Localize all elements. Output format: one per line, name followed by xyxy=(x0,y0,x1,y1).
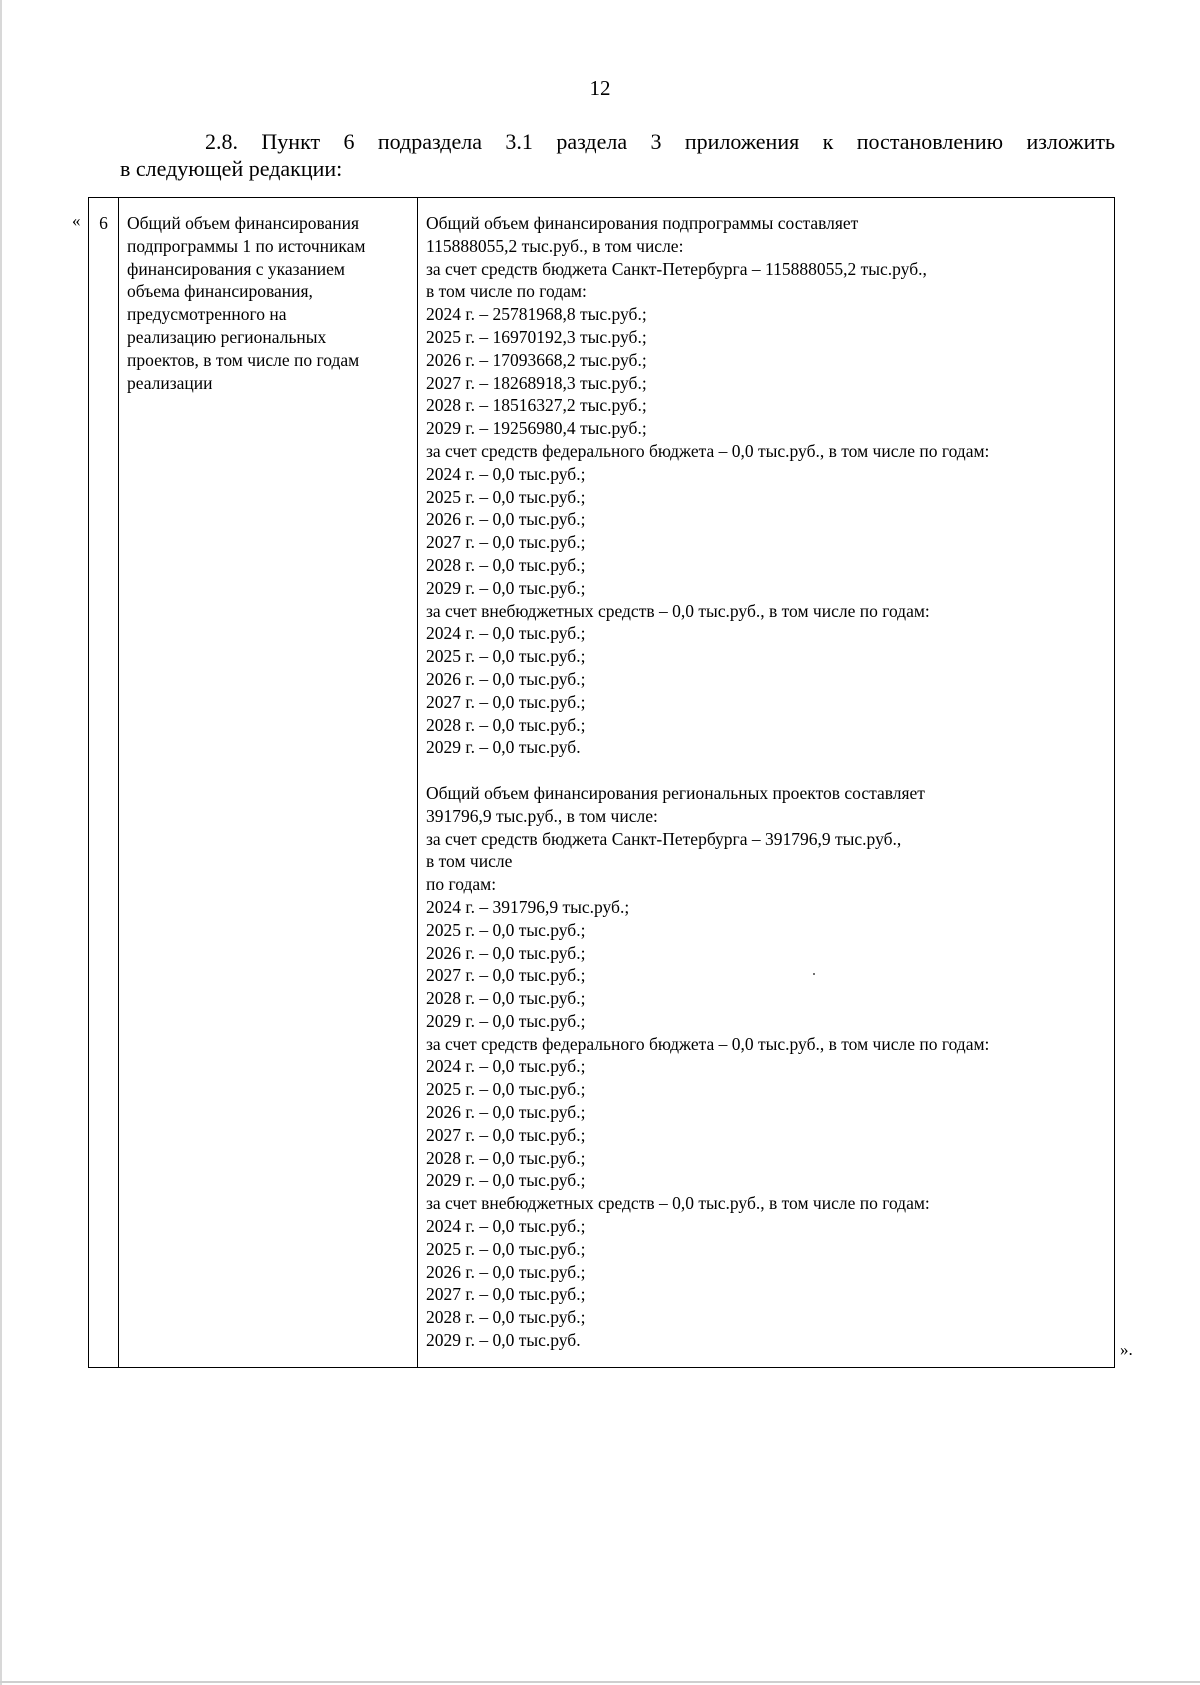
financing-line: за счет средств бюджета Санкт-Петербурга – 115888055,2 тыс.руб., xyxy=(426,258,927,279)
description-line: предусмотренного на xyxy=(127,304,287,325)
financing-line: 2026 г. – 17093668,2 тыс.руб.; xyxy=(426,349,647,370)
intro-paragraph xyxy=(120,128,1115,182)
description-line: реализации xyxy=(127,372,213,393)
financing-line: в том числе xyxy=(426,851,513,872)
financing-line: 2027 г. – 0,0 тыс.руб.; xyxy=(426,1284,586,1305)
regional-projects-financing-block xyxy=(426,782,1111,1352)
financing-line: 2025 г. – 0,0 тыс.руб.; xyxy=(426,486,586,507)
financing-line: за счет средств федерального бюджета – 0,0 тыс.руб., в том числе по годам: xyxy=(426,1033,990,1054)
description-line: подпрограммы 1 по источникам xyxy=(127,235,366,256)
subprogram-financing-block xyxy=(426,212,1111,759)
financing-line: 2027 г. – 0,0 тыс.руб.; xyxy=(426,965,586,986)
financing-line: 2025 г. – 0,0 тыс.руб.; xyxy=(426,646,586,667)
financing-line: 2029 г. – 0,0 тыс.руб.; xyxy=(426,1010,586,1031)
opening-quote: « xyxy=(72,211,81,230)
financing-line: 2026 г. – 0,0 тыс.руб.; xyxy=(426,1261,586,1282)
description-line: Общий объем финансирования xyxy=(127,213,360,233)
financing-line: 2029 г. – 0,0 тыс.руб.; xyxy=(426,1170,586,1191)
financing-line: 2028 г. – 0,0 тыс.руб.; xyxy=(426,1147,586,1168)
financing-line: 2029 г. – 19256980,4 тыс.руб.; xyxy=(426,418,647,439)
financing-line: 2024 г. – 0,0 тыс.руб.; xyxy=(426,623,586,644)
description-line: финансирования с указанием xyxy=(127,258,345,279)
financing-line: 2028 г. – 0,0 тыс.руб.; xyxy=(426,554,586,575)
financing-line: 2024 г. – 0,0 тыс.руб.; xyxy=(426,463,586,484)
description-line: объема финансирования, xyxy=(127,281,313,302)
row-description xyxy=(127,212,412,394)
financing-line: 2028 г. – 0,0 тыс.руб.; xyxy=(426,714,586,735)
amendment-table xyxy=(88,197,1115,1368)
financing-line: 2024 г. – 0,0 тыс.руб.; xyxy=(426,1216,586,1237)
scan-edge-left xyxy=(0,0,2,1685)
financing-line: за счет внебюджетных средств – 0,0 тыс.руб., в том числе по годам: xyxy=(426,600,930,621)
financing-line: 2024 г. – 25781968,8 тыс.руб.; xyxy=(426,304,647,325)
financing-line: 2025 г. – 0,0 тыс.руб.; xyxy=(426,1238,586,1259)
financing-line: 2024 г. – 0,0 тыс.руб.; xyxy=(426,1056,586,1077)
column-divider-1 xyxy=(118,198,119,1367)
financing-line: 2024 г. – 391796,9 тыс.руб.; xyxy=(426,896,630,917)
description-line: реализацию региональных xyxy=(127,326,327,347)
financing-line: Общий объем финансирования региональных проектов составляет xyxy=(426,782,925,803)
financing-line: 2026 г. – 0,0 тыс.руб.; xyxy=(426,1102,586,1123)
financing-line: 2025 г. – 0,0 тыс.руб.; xyxy=(426,1079,586,1100)
row-content xyxy=(426,212,1111,1352)
financing-line: 391796,9 тыс.руб., в том числе: xyxy=(426,805,658,826)
financing-line: 2028 г. – 0,0 тыс.руб.; xyxy=(426,1307,586,1328)
financing-line: 115888055,2 тыс.руб., в том числе: xyxy=(426,235,684,256)
financing-line: 2025 г. – 0,0 тыс.руб.; xyxy=(426,919,586,940)
financing-line: 2028 г. – 0,0 тыс.руб.; xyxy=(426,988,586,1009)
financing-line: 2027 г. – 0,0 тыс.руб.; xyxy=(426,691,586,712)
page-number: 12 xyxy=(589,76,611,100)
financing-line: 2029 г. – 0,0 тыс.руб. xyxy=(426,737,581,758)
financing-line: 2029 г. – 0,0 тыс.руб. xyxy=(426,1330,581,1351)
financing-line: Общий объем финансирования подпрограммы составляет xyxy=(426,213,859,233)
intro-line-1: 2.8. Пункт 6 подраздела 3.1 раздела 3 приложения к постановлению изложить xyxy=(205,129,1115,154)
financing-line: 2026 г. – 0,0 тыс.руб.; xyxy=(426,668,586,689)
financing-line: 2027 г. – 18268918,3 тыс.руб.; xyxy=(426,372,647,393)
financing-line: 2029 г. – 0,0 тыс.руб.; xyxy=(426,577,586,598)
row-number: 6 xyxy=(99,213,108,233)
financing-line: за счет средств бюджета Санкт-Петербурга – 391796,9 тыс.руб., xyxy=(426,828,902,849)
financing-line: 2027 г. – 0,0 тыс.руб.; xyxy=(426,1124,586,1145)
financing-line: в том числе по годам: xyxy=(426,281,587,302)
description-line: проектов, в том числе по годам xyxy=(127,349,360,370)
financing-line: 2027 г. – 0,0 тыс.руб.; xyxy=(426,532,586,553)
column-divider-2 xyxy=(417,198,418,1367)
block-spacer xyxy=(426,759,1111,782)
financing-line: по годам: xyxy=(426,874,497,895)
financing-line: за счет внебюджетных средств – 0,0 тыс.руб., в том числе по годам: xyxy=(426,1193,930,1214)
scan-edge-bottom xyxy=(0,1681,1200,1683)
intro-line-2: в следующей редакции: xyxy=(120,156,343,181)
financing-line: за счет средств федерального бюджета – 0,0 тыс.руб., в том числе по годам: xyxy=(426,440,990,461)
closing-quote: ». xyxy=(1120,1340,1133,1359)
financing-line: 2026 г. – 0,0 тыс.руб.; xyxy=(426,942,586,963)
financing-line: 2028 г. – 18516327,2 тыс.руб.; xyxy=(426,395,647,416)
financing-line: 2025 г. – 16970192,3 тыс.руб.; xyxy=(426,326,647,347)
financing-line: 2026 г. – 0,0 тыс.руб.; xyxy=(426,509,586,530)
